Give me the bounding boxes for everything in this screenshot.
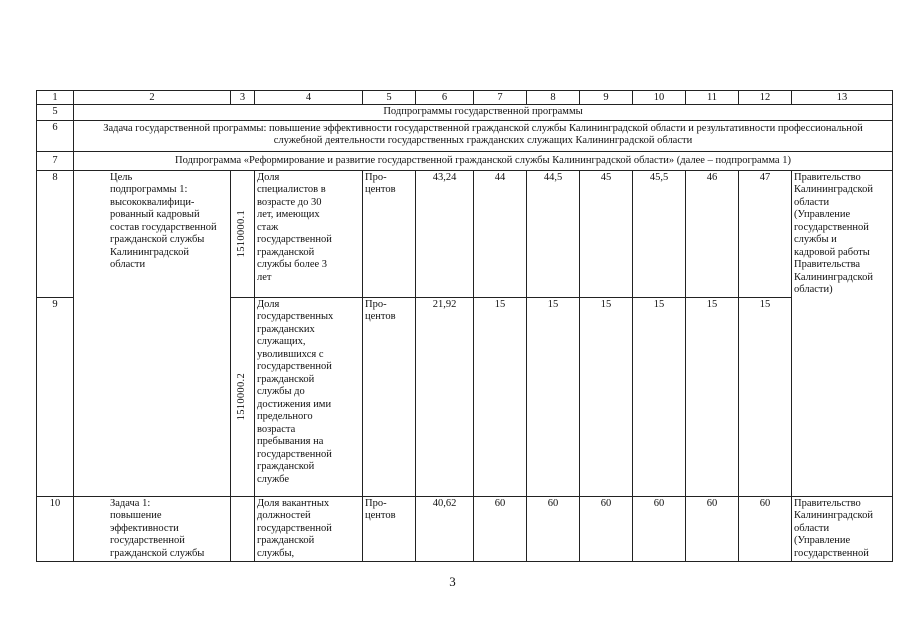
table-row <box>37 496 893 562</box>
value-cell: 60 <box>474 496 527 562</box>
col-num: 12 <box>739 91 792 105</box>
indicator-code <box>231 496 255 562</box>
indicator-name: Доля вакантных должностей государственной гражданской службы, <box>255 496 363 562</box>
col-num: 1 <box>37 91 74 105</box>
value-cell: 21,92 <box>416 297 474 496</box>
col-num: 9 <box>580 91 633 105</box>
row-number: 8 <box>37 170 74 297</box>
value-cell: 60 <box>580 496 633 562</box>
responsible-executor: Правительство Калининградской области (Управление государственной <box>792 496 893 562</box>
indicators-table <box>36 90 893 562</box>
value-cell: 15 <box>633 297 686 496</box>
value-cell: 60 <box>527 496 580 562</box>
program-task: Задача государственной программы: повышение эффективности государственной гражданской службы Калининградской области и результативности профессиональной служебной деятельности государственных гражданских служащих Калининградской области <box>74 120 893 151</box>
table-row <box>37 170 893 297</box>
indicator-code: 1510000.1 <box>231 170 255 297</box>
value-cell: 15 <box>686 297 739 496</box>
col-num: 2 <box>74 91 231 105</box>
indicator-name: Доля специалистов в возрасте до 30 лет, имеющих стаж государственной гражданской службы более 3 лет <box>255 170 363 297</box>
indicator-name: Доля государственных гражданских служащих, уволившихся с государственной гражданской службы до достижения ими предельного возраста пребывания на государственной гражданской службе <box>255 297 363 496</box>
value-cell: 60 <box>739 496 792 562</box>
subprogram-title: Подпрограмма «Реформирование и развитие государственной гражданской службы Калининградской области» (далее – подпрограмма 1) <box>74 151 893 170</box>
value-cell: 15 <box>474 297 527 496</box>
value-cell: 44,5 <box>527 170 580 297</box>
row-number: 6 <box>37 120 74 151</box>
value-cell: 15 <box>739 297 792 496</box>
value-cell: 60 <box>633 496 686 562</box>
col-num: 5 <box>363 91 416 105</box>
value-cell: 43,24 <box>416 170 474 297</box>
value-cell: 46 <box>686 170 739 297</box>
row-number: 7 <box>37 151 74 170</box>
subprogram-task: Задача 1: повышение эффективности государственной гражданской службы <box>74 496 231 562</box>
col-num: 8 <box>527 91 580 105</box>
value-cell: 15 <box>527 297 580 496</box>
value-cell: 44 <box>474 170 527 297</box>
table-row <box>37 151 893 170</box>
value-cell: 60 <box>686 496 739 562</box>
unit: Про- центов <box>363 297 416 496</box>
indicator-code: 1510000.2 <box>231 297 255 496</box>
unit: Про- центов <box>363 170 416 297</box>
value-cell: 40,62 <box>416 496 474 562</box>
col-num: 7 <box>474 91 527 105</box>
row-number: 9 <box>37 297 74 496</box>
responsible-executor: Правительство Калининградской области (Управление государственной службы и кадровой работы Правительства Калининградской области) <box>792 170 893 496</box>
value-cell: 45 <box>580 170 633 297</box>
page-number: 3 <box>449 574 456 589</box>
row-number: 5 <box>37 105 74 121</box>
unit: Про- центов <box>363 496 416 562</box>
value-cell: 15 <box>580 297 633 496</box>
value-cell: 47 <box>739 170 792 297</box>
row-number: 10 <box>37 496 74 562</box>
value-cell: 45,5 <box>633 170 686 297</box>
table-row <box>37 120 893 151</box>
subprogram-goal: Цель подпрограммы 1: высококвалифици- рованный кадровый состав государственной гражданской службы Калининградской области <box>74 170 231 496</box>
col-num: 11 <box>686 91 739 105</box>
col-num: 13 <box>792 91 893 105</box>
col-num: 4 <box>255 91 363 105</box>
section-heading: Подпрограммы государственной программы <box>74 105 893 121</box>
col-num: 6 <box>416 91 474 105</box>
col-num: 3 <box>231 91 255 105</box>
col-num: 10 <box>633 91 686 105</box>
table-row <box>37 105 893 121</box>
column-number-row <box>37 91 893 105</box>
